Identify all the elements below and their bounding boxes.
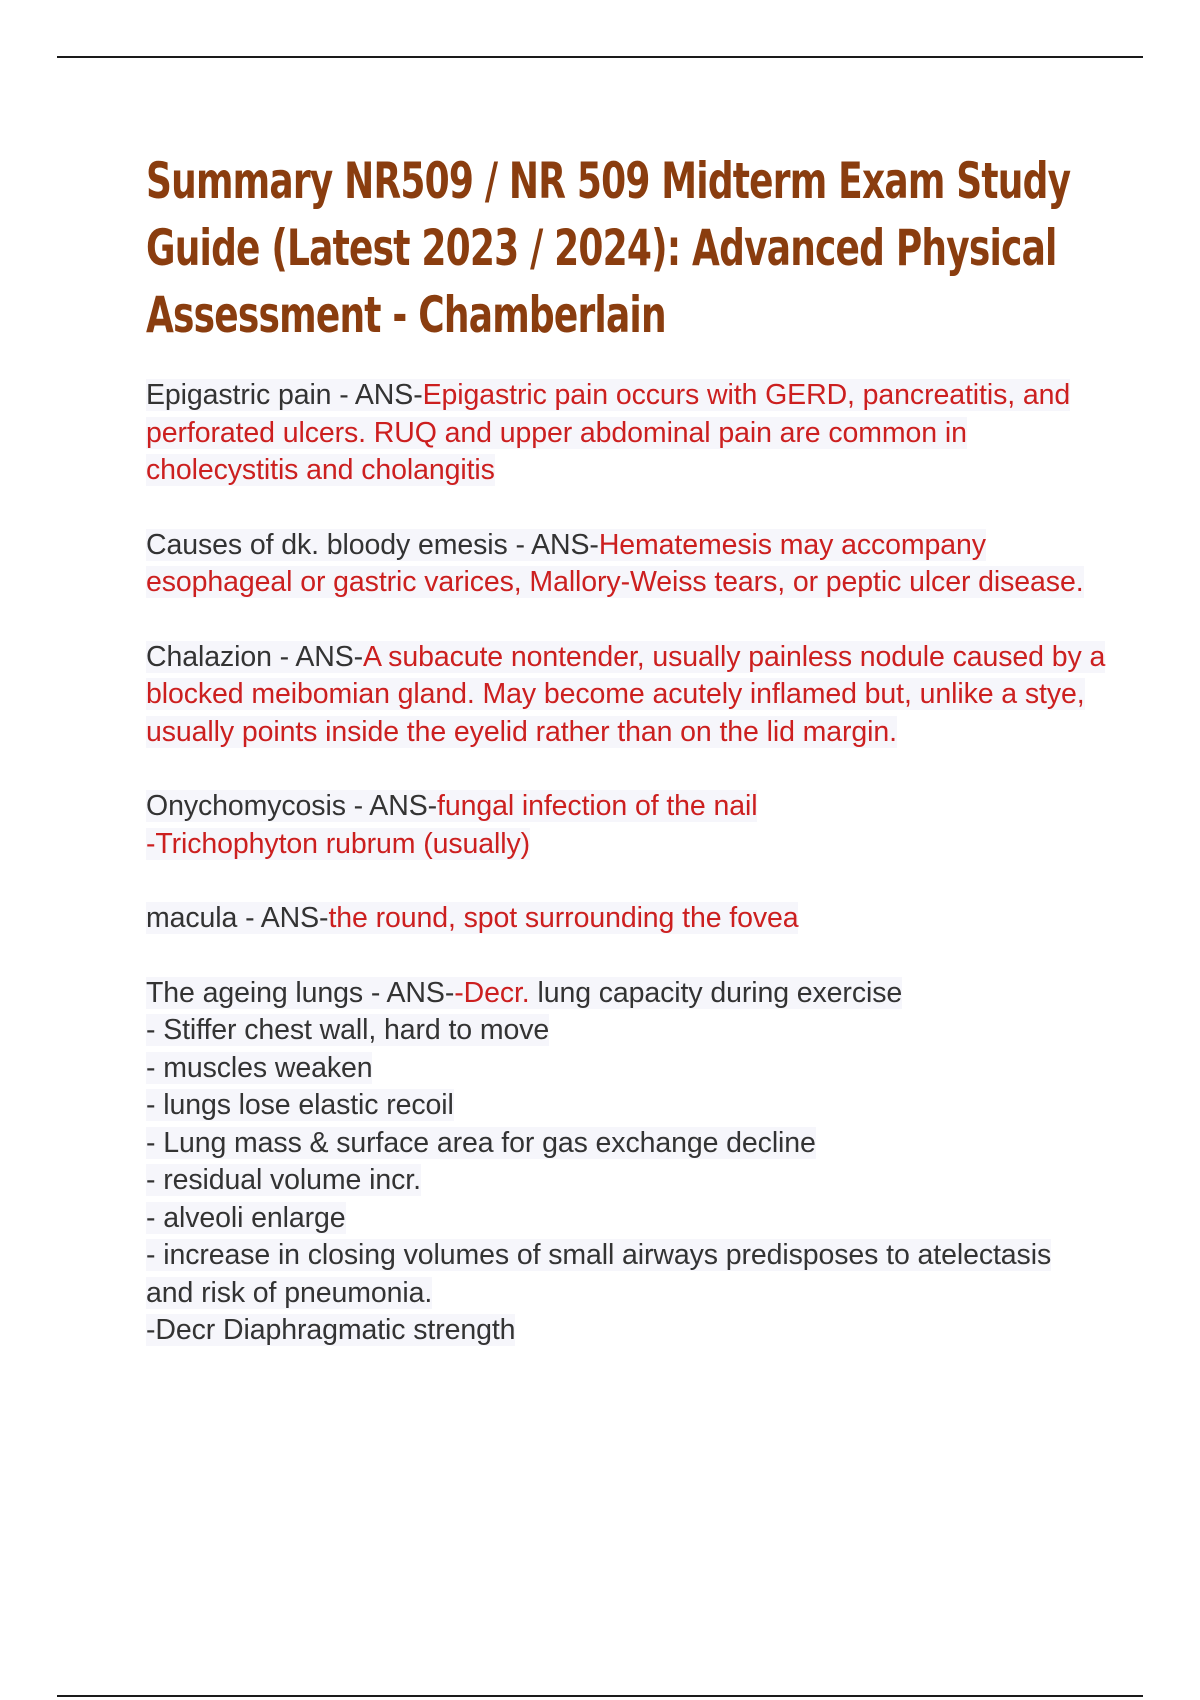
entry-separator: - ANS- [363,976,455,1009]
list-item: -Decr Diaphragmatic strength [146,1314,516,1346]
entry-term: macula [146,902,238,934]
document-body [146,148,1106,1387]
entry-bloody-emesis [146,527,1106,602]
list-item: - alveoli enlarge [146,1201,346,1234]
entry-separator: - ANS- [331,379,423,411]
entry-term: Chalazion [146,640,272,673]
list-item: - Stiffer chest wall, hard to move [146,1014,550,1046]
list-item: - residual volume incr. [146,1164,421,1196]
bottom-rule [57,1695,1143,1697]
entry-term: Epigastric pain [146,379,332,411]
entry-answer-line: fungal infection of the nail [437,790,758,822]
entry-epigastric-pain [146,377,1106,490]
entry-term: Causes of dk. bloody emesis [146,528,508,561]
entry-term: Onychomycosis [146,790,346,822]
entry-onychomycosis [146,788,1106,863]
entry-answer-highlight: -Decr. [454,976,530,1009]
entry-separator: - ANS- [237,902,329,934]
list-item: - Lung mass & surface area for gas exchange decline [146,1126,816,1159]
entry-answer-text: lung capacity during exercise [529,976,903,1009]
list-item: - lungs lose elastic recoil [146,1089,454,1121]
entry-answer: Epigastric pain occurs with GERD, pancreatitis, and perforated ulcers. RUQ and upper abdominal pain are common in cholecystitis and cholangitis [146,379,1071,486]
list-item: - muscles weaken [146,1051,373,1084]
entry-answer-line: -Trichophyton rubrum (usually) [146,827,530,860]
entry-macula [146,900,1106,938]
entry-ageing-lungs [146,975,1106,1350]
entry-separator: - ANS- [345,790,437,822]
top-rule [57,56,1143,58]
entry-answer: Hematemesis may accompany esophageal or gastric varices, Mallory-Weiss tears, or peptic ulcer disease. [146,528,1084,598]
entry-term: The ageing lungs [146,976,364,1009]
entry-answer: A subacute nontender, usually painless nodule caused by a blocked meibomian gland. May become acutely inflamed but, unlike a stye, usually points inside the eyelid rather than on the lid margin. [146,640,1106,748]
entry-separator: - ANS- [507,528,599,561]
entry-separator: - ANS- [271,640,364,673]
entry-chalazion [146,639,1106,752]
list-item: - increase in closing volumes of small airways predisposes to atelectasis and risk of pneumonia. [146,1239,1052,1309]
entry-answer: the round, spot surrounding the fovea [328,902,799,934]
document-title: Summary NR509 / NR 509 Midterm Exam Study Guide (Latest 2023 / 2024): Advanced Physical Assessment - Chamberlain [146,152,1071,344]
entry-list [146,377,1106,1350]
